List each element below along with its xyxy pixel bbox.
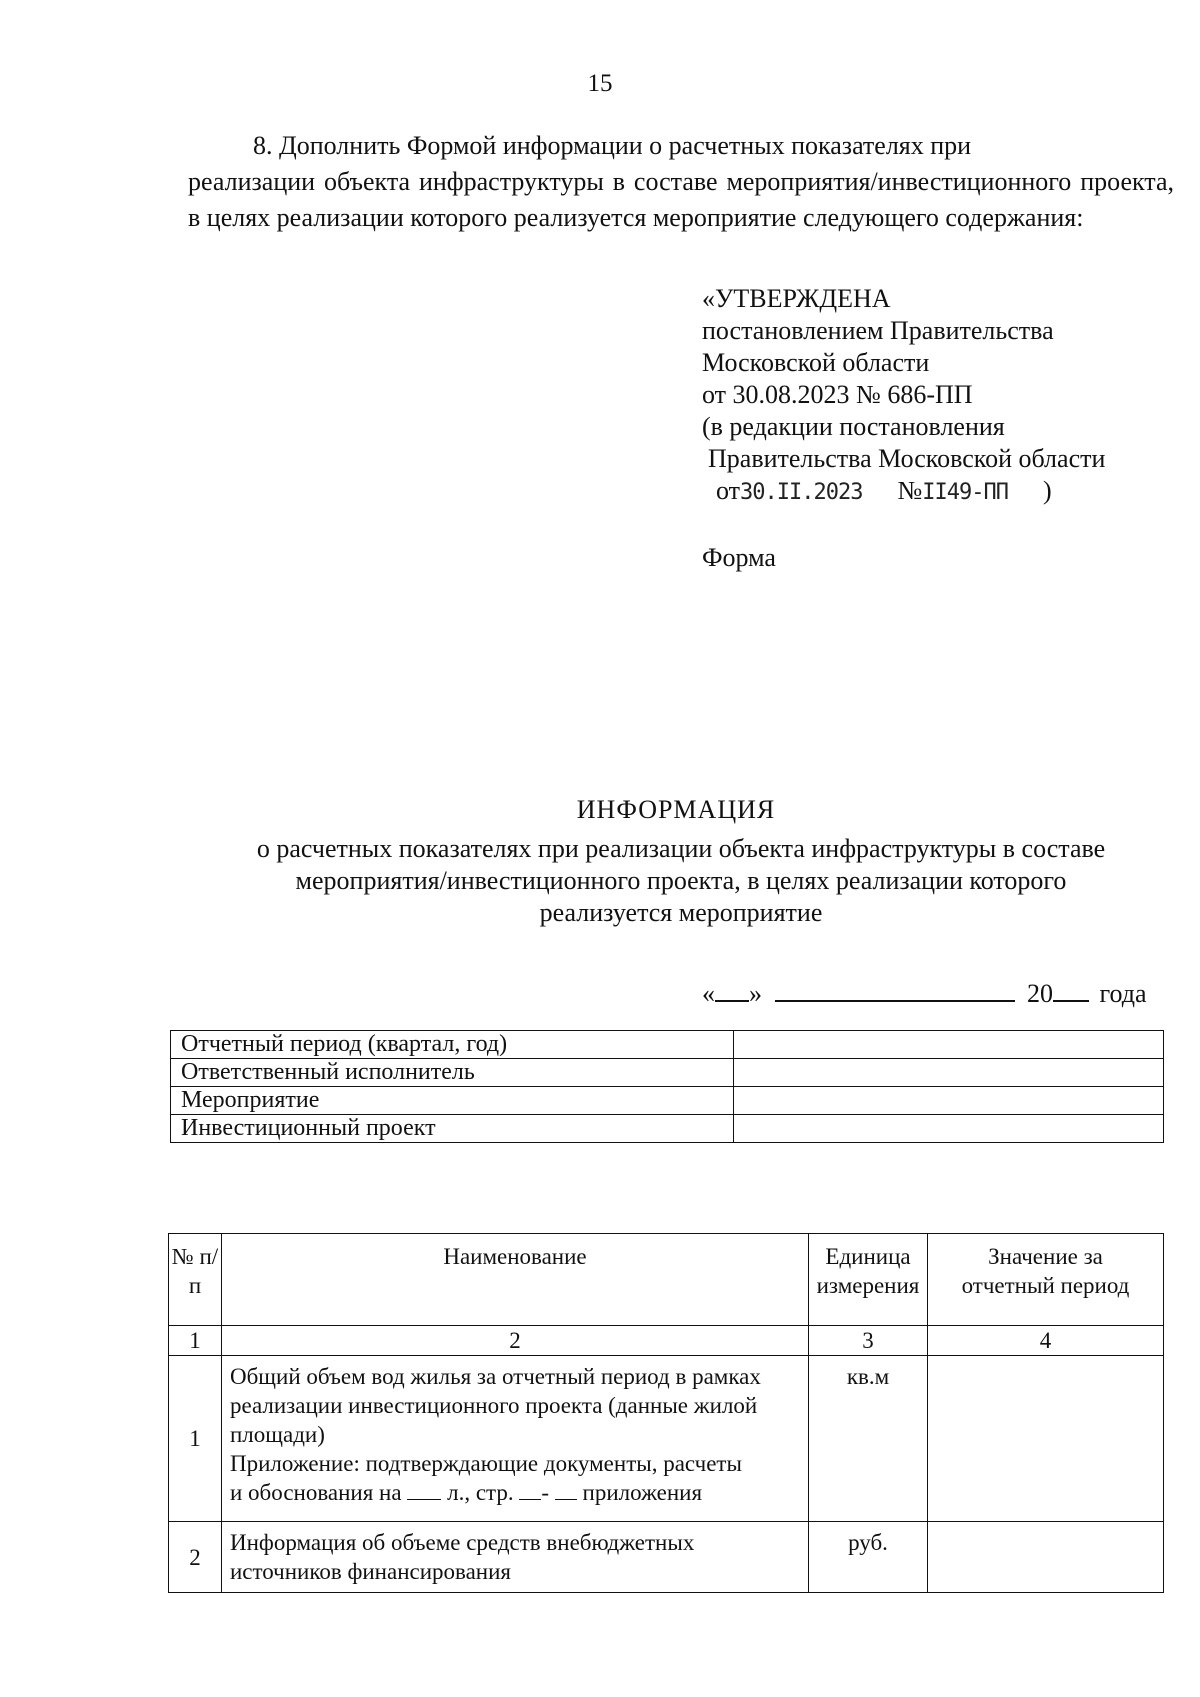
approval-number-sign: № [897,476,923,505]
header-name: Наименование [222,1234,809,1326]
report-meta-table [170,1030,1164,1143]
amendment-number: II49-ПП [922,480,1009,505]
header-num: № п/п [169,1234,222,1326]
approval-line: Правительства Московской области [708,444,1106,473]
page-from-blank[interactable] [519,1481,541,1500]
meta-value[interactable] [734,1087,1164,1115]
attachment-suffix: приложения [582,1480,703,1505]
year-prefix: 20 [1027,979,1053,1008]
meta-label: Отчетный период (квартал, год) [171,1031,734,1059]
intro-first-line: 8. Дополнить Формой информации о расчетных показателях при [253,131,972,160]
approval-amendment-line [702,475,1105,509]
col-number: 3 [809,1326,928,1356]
date-close-quote: » [749,979,762,1008]
table-row [171,1115,1164,1143]
sheets-blank[interactable] [407,1481,441,1500]
page-to-blank[interactable] [555,1481,577,1500]
attachment-dash: - [541,1480,550,1505]
approval-block [702,283,1105,509]
info-subtitle-line: реализуется мероприятие [539,898,823,927]
table-row [171,1031,1164,1059]
approval-line: «УТВЕРЖДЕНА [702,284,891,313]
form-label: Форма [702,543,776,572]
meta-label: Мероприятие [171,1087,734,1115]
row-value[interactable] [928,1356,1164,1522]
col-number: 2 [222,1326,809,1356]
row-name-text: Общий объем вод жилья за отчетный период в рамках реализации инвестиционного проекта (данные жилой площади) [230,1364,761,1447]
col-number: 1 [169,1326,222,1356]
info-subtitle-line: о расчетных показателях при реализации объекта инфраструктуры в составе [256,834,1106,863]
info-subtitle [190,833,1172,929]
row-num: 2 [169,1522,222,1593]
header-unit: Единица измерения [809,1234,928,1326]
day-blank[interactable] [715,978,749,1002]
meta-value[interactable] [734,1115,1164,1143]
row-unit: руб. [809,1522,928,1593]
row-attachment-pages [230,1478,800,1507]
table-header-row [169,1234,1164,1326]
approval-from: от [716,476,741,505]
year-word: года [1099,979,1147,1008]
intro-rest: реализации объекта инфраструктуры в составе мероприятия/инвестиционного проекта, в целях реализации которого реализуется мероприятие следующего содержания: [188,167,1174,232]
page-number: 15 [587,70,613,97]
date-open-quote: « [702,979,715,1008]
column-number-row [169,1326,1164,1356]
row-value[interactable] [928,1522,1164,1593]
amendment-date: 30.II.2023 [740,480,863,505]
approval-line: (в редакции постановления [702,412,1005,441]
table-row [171,1087,1164,1115]
attachment-prefix: и обоснования на [230,1480,402,1505]
attachment-pages-label: л., стр. [447,1480,514,1505]
approval-line: Московской области [702,348,930,377]
table-row [169,1522,1164,1593]
row-num: 1 [169,1356,222,1522]
info-subtitle-line: мероприятия/инвестиционного проекта, в целях реализации которого [295,866,1067,895]
month-blank[interactable] [775,978,1015,1002]
table-row [171,1059,1164,1087]
info-title: ИНФОРМАЦИЯ [576,795,776,824]
row-unit: кв.м [809,1356,928,1522]
col-number: 4 [928,1326,1164,1356]
approval-line: от 30.08.2023 № 686-ПП [702,380,973,409]
row-attachment-text: Приложение: подтверждающие документы, расчеты [230,1451,742,1476]
date-line [702,978,1147,1009]
approval-close-paren: ) [1043,476,1052,505]
intro-paragraph [188,128,1174,236]
meta-label: Ответственный исполнитель [171,1059,734,1087]
header-value: Значение за отчетный период [928,1234,1164,1326]
table-row [169,1356,1164,1522]
meta-value[interactable] [734,1059,1164,1087]
year-blank[interactable] [1053,978,1089,1002]
row-name [222,1356,809,1522]
meta-value[interactable] [734,1031,1164,1059]
meta-label: Инвестиционный проект [171,1115,734,1143]
indicators-table [168,1233,1164,1593]
approval-line: постановлением Правительства [702,316,1054,345]
row-name: Информация об объеме средств внебюджетных источников финансирования [222,1522,809,1593]
